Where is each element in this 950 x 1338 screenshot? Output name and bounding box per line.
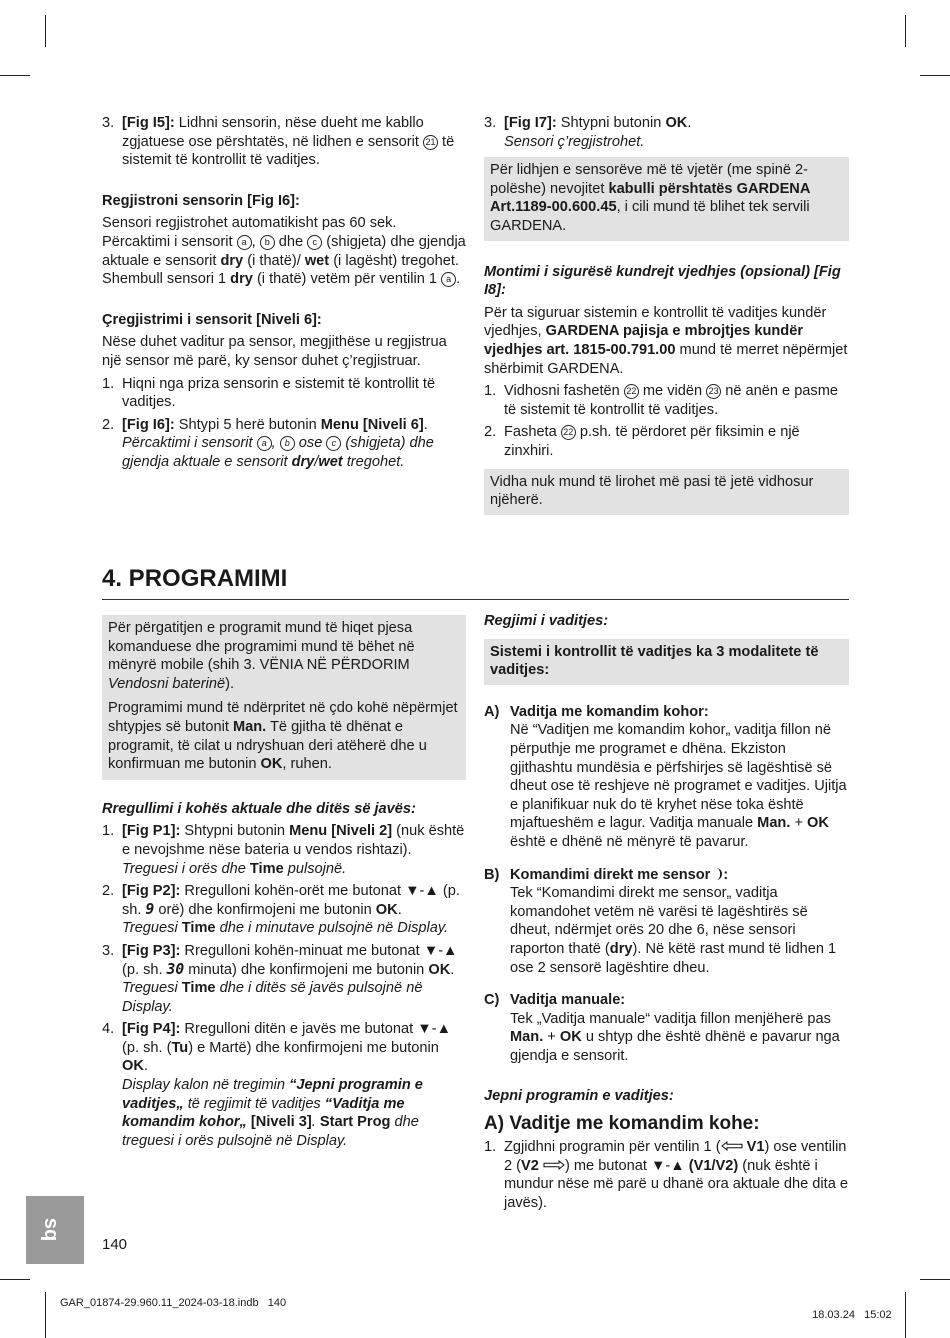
info-box: Sistemi i kontrollit të vaditjes ka 3 modalitete të vaditjes: <box>484 639 849 685</box>
crop-mark <box>0 75 30 76</box>
crop-mark <box>920 75 950 76</box>
list-item: 3. [Fig P3]: Rregulloni kohën-minuat me butonat ▼-▲ (p. sh. 30 minuta) dhe konfirmojeni me butonin OK. Treguesi Time dhe i ditës së javës pulsojnë në Display. <box>102 942 458 1015</box>
section-rule <box>102 599 849 600</box>
list-item: 2. Fasheta 22 p.sh. të përdoret për fiksimin e një zinxhiri. <box>484 424 800 459</box>
section-title: 4. PROGRAMIMI <box>102 565 288 592</box>
section-heading: Çregjistrimi i sensorit [Niveli 6]: <box>102 311 322 328</box>
list-item: 1. Hiqni nga priza sensorin e sistemit të kontrollit të vaditjes. <box>102 375 436 411</box>
crop-mark <box>905 15 906 47</box>
section-heading: Montimi i sigurësë kundrejt vjedhjes (opsional) [Fig I8]: <box>484 263 841 299</box>
mode-item-a: A) Vaditja me komandim kohor: Në “Vaditjen me komandim kohor„ vaditja fillon në përputhje me programet e dhëna. Ekziston gjithashtu mundësia e përfshirjes së lagështisë së dheut ose të reshjeve në programet e vaditjes. Ujitja e planifikuar nuk do të kryhet nëse toka është mjaftueshëm e lagur. Vaditja manuale Man. + OK është e dhënë në mënyrë të pavarur. <box>484 703 847 850</box>
list-item: 2. [Fig I6]: Shtypi 5 herë butonin Menu [Niveli 6]. Përcaktimi i sensorit a , b ose c (shigjeta) dhe gjendja aktuale e sensorit dry/wet tregohet. <box>102 416 434 470</box>
list-item: 1. Zgjidhni programin për ventilin 1 ( V1) ose ventilin 2 (V2 ) me butonat ▼-▲ (V1/V2) (nuk është i mundur nëse më parë u dhanë ora aktuale dhe dita e javës). <box>484 1139 849 1211</box>
right-column-top <box>484 114 849 515</box>
section-heading: Rregullimi i kohës aktuale dhe ditës së javës: <box>102 800 416 817</box>
mode-item-b: B) Komandimi direkt me sensor : Tek “Komandimi direkt me sensor„ vaditja komandohet vetëm në varësi të lagështirës së dheut, ndërmjet orës 20 dhe 6, nëse sensori raporton thatë (dry). Në këtë rast mund të lidhen 1 ose 2 sensorë lagështire dheu. <box>484 866 837 976</box>
list-item: 2. [Fig P2]: Rregulloni kohën-orët me butonat ▼-▲ (p. sh. 9 orë) dhe konfirmojeni me butonin OK. Treguesi Time dhe i minutave pulsojnë në Display. <box>102 883 460 937</box>
crop-mark <box>45 1292 46 1338</box>
section-heading: Regjimi i vaditjes: <box>484 613 609 629</box>
note-box: Për lidhjen e sensorëve më të vjetër (me spinë 2-polëshe) nevojitet kabulli përshtatës GARDENA Art.1189-00.600.45, i cili mund të blihet tek servili GARDENA. <box>484 157 849 240</box>
programming-right-column <box>484 612 849 1212</box>
crop-mark <box>0 1279 30 1280</box>
note-box: Vidha nuk mund të lirohet më pasi të jetë vidhosur njëherë. <box>484 469 849 515</box>
section-heading: Regjistroni sensorin [Fig I6]: <box>102 192 300 209</box>
paragraph: Sensori regjistrohet automatikisht pas 60 sek. Përcaktimi i sensorit a , b dhe c (shigjeta) dhe gjendja aktuale e sensorit dry (i thatë)/ wet (i lagësht) tregohet. Shembull sensori 1 dry (i thatë) vetëm për ventilin 1 a . <box>102 215 466 288</box>
footer-date: 18.03.24 15:02 <box>812 1309 892 1321</box>
language-tab: sq <box>26 1196 84 1264</box>
paragraph: Nëse duhet vaditur pa sensor, megjithëse u regjistrua një sensor më parë, ky sensor duhet ç’regjistruar. <box>102 334 447 369</box>
paragraph: Për ta siguruar sistemin e kontrollit të vaditjes kundër vjedhjes, GARDENA pajisja e mbrojtjes kundër vjedhjes art. 1815-00.791.00 mund të merret nëpërmjet shërbimit GARDENA. <box>484 304 848 377</box>
list-item: 3. [Fig I5]: Lidhni sensorin, nëse dueht me kabllo zgjatuese ose përshtatës, në lidhen e sensorit 21 të sistemit të kontrollit të vaditjes. <box>102 115 455 169</box>
footer-file: GAR_01874-29.960.11_2024-03-18.indb 140 <box>60 1297 287 1309</box>
programming-left-column <box>102 615 466 1150</box>
list-item: 3. [Fig I7]: Shtypni butonin OK. Sensori ç’regjistrohet. <box>484 115 692 150</box>
crop-mark <box>45 15 46 47</box>
section-heading: Jepni programin e vaditjes: <box>484 1088 674 1105</box>
info-box: Për përgatitjen e programit mund të hiqet pjesa komanduese dhe programimi mund të bëhet në mënyrë mobile (shih 3. VËNIA NË PËRDORIM Vendosni baterinë). Programimi mund të ndërpritet në çdo kohë nëpërmjet shtypjes së butonit Man. Të gjitha të dhënat e programit, të cilat u ndryshuan deri atëherë dhe u konfirmuan me butonin OK, ruhen. <box>102 615 466 780</box>
subsection-title: A) Vaditje me komandim kohe: <box>484 1113 760 1135</box>
callout-21: 21 <box>423 135 438 150</box>
left-column-top <box>102 114 466 472</box>
crop-mark <box>920 1279 950 1280</box>
list-item: 1. [Fig P1]: Shtypni butonin Menu [Niveli 2] (nuk është e nevojshme nëse bateria u vendos rishtazi). Treguesi i orës dhe Time pulsojnë. <box>102 823 465 877</box>
crop-mark <box>905 1292 906 1338</box>
mode-item-c: C) Vaditja manuale: Tek „Vaditja manuale“ vaditja fillon menjëherë pas Man. + OK u shtyp dhe është dhënë e pavarur nga gjendja e sensorit. <box>484 992 840 1064</box>
arrow-right-icon <box>543 1160 565 1170</box>
list-item: 1. Vidhosni fashetën 22 me vidën 23 në anën e pasme të sistemit të kontrollit të vaditjes. <box>484 383 838 418</box>
list-item: 4. [Fig P4]: Rregulloni ditën e javës me butonat ▼-▲ (p. sh. (Tu) e Martë) dhe konfirmojeni me butonin OK. Display kalon në tregimin “Jepni programin e vaditjes„ të regjimit të vaditjes “Vaditja me komandim kohor„ [Niveli 3]. Start Prog dhe treguesi i orës pulsojnë në Display. <box>102 1021 452 1149</box>
arrow-left-icon <box>721 1141 743 1151</box>
page-number: 140 <box>102 1236 128 1253</box>
